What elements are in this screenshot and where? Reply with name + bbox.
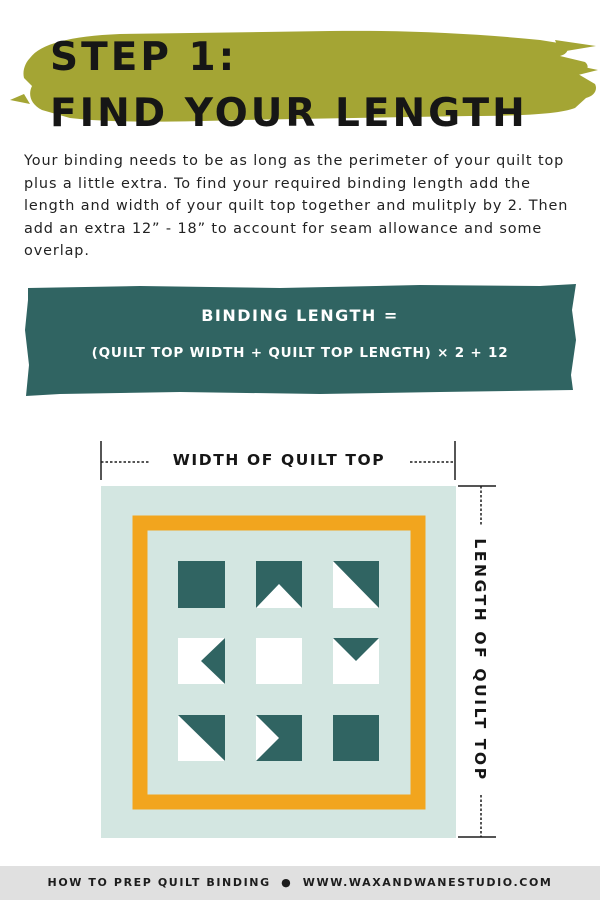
page-title-line-2: FIND YOUR LENGTH (50, 91, 528, 136)
quilt-block-r3c1 (178, 715, 225, 761)
quilt-diagram (0, 430, 600, 860)
quilt-block-r2c1 (178, 638, 225, 684)
footer-website-link[interactable]: WWW.WAXANDWANESTUDIO.COM (302, 876, 553, 889)
footer-bar (0, 866, 600, 900)
formula-heading: BINDING LENGTH = (201, 306, 399, 325)
formula-banner (20, 280, 580, 400)
quilt-block-r3c3 (333, 715, 379, 761)
quilt-block-r1c3 (333, 561, 379, 608)
quilt-block-r1c1 (178, 561, 225, 608)
formula-expression: (QUILT TOP WIDTH + QUILT TOP LENGTH) × 2 + 12 (91, 345, 509, 361)
page-title-line-1: STEP 1: (50, 35, 238, 80)
quilt-block-r1c2 (256, 561, 302, 608)
width-label: WIDTH OF QUILT TOP (172, 451, 386, 469)
footer-separator-dot: ● (281, 876, 293, 889)
quilt-block-r2c2 (256, 638, 302, 684)
quilt-block-r2c3 (333, 638, 379, 684)
footer-title: HOW TO PREP QUILT BINDING (47, 876, 271, 889)
intro-paragraph: Your binding needs to be as long as the perimeter of your quilt top plus a little extra. To find your required binding length add the length and width of your quilt top together and mulitply by 2. Then add an extra 12” - 18” to account for seam allowance and some overlap. (24, 153, 569, 259)
length-label: LENGTH OF QUILT TOP (471, 538, 489, 782)
quilt-block-r3c2 (256, 715, 302, 761)
